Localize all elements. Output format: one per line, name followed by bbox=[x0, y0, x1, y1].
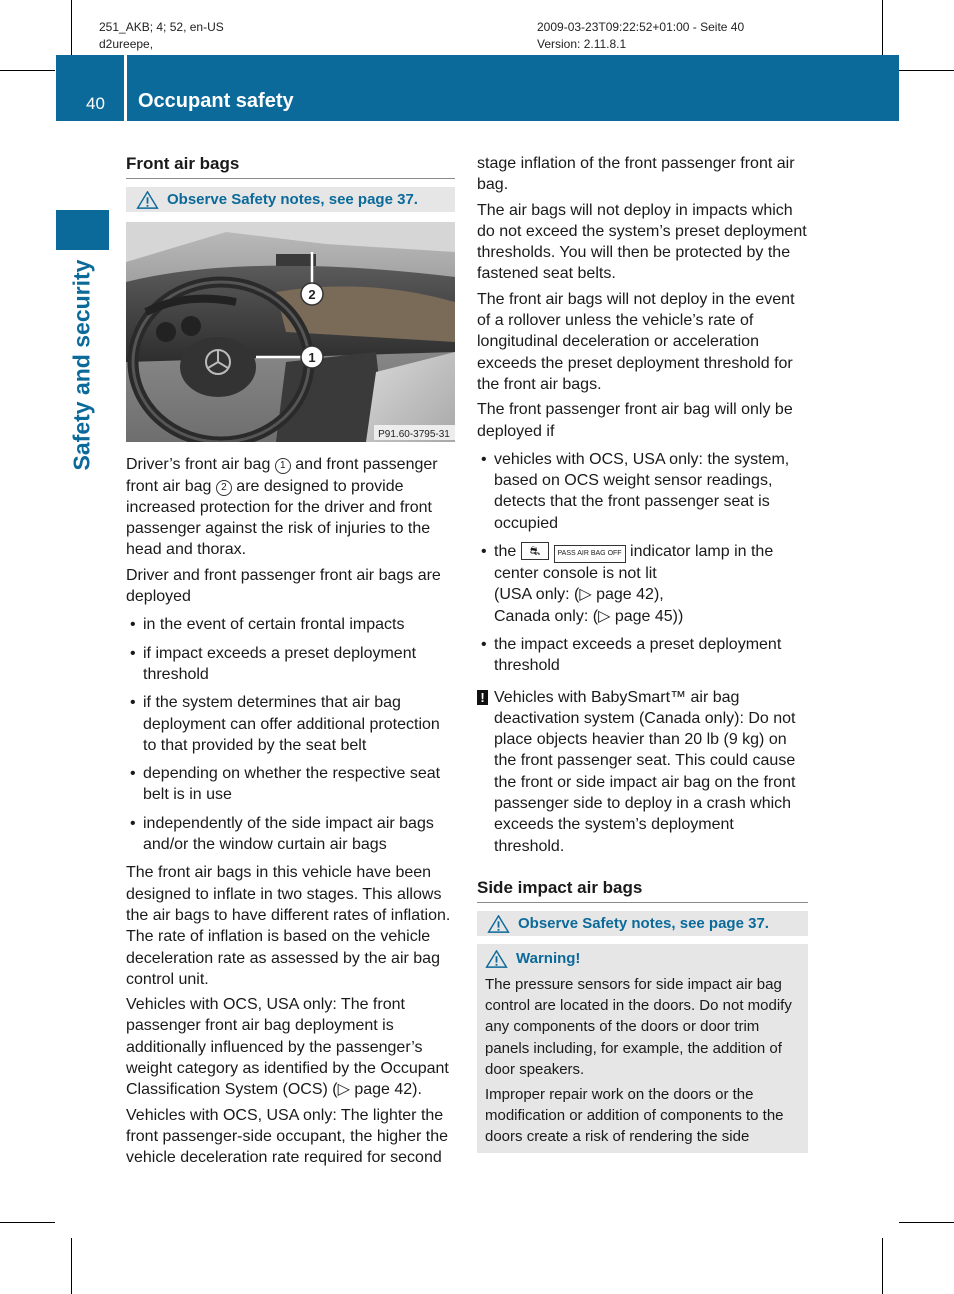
paragraph: The front air bags in this vehicle have been designed to inflate in two stages. This allows the air bags to have different rates of inflation. The rate of inflation is based on the vehicle deceleration rate as assessed by the air bag control unit. bbox=[126, 864, 451, 988]
crop-mark bbox=[882, 1238, 883, 1294]
meta-line: 2009-03-23T09:22:52+01:00 - Seite 40 bbox=[537, 20, 745, 34]
right-column bbox=[477, 153, 808, 1153]
seat-occupant-icon: ⛐ bbox=[521, 542, 549, 560]
dashboard-illustration bbox=[126, 222, 455, 442]
warning-paragraph: The pressure sensors for side impact air bag control are located in the doors. Do not modify any components of the doors or door trim panels including, for example, the addition of door speakers. bbox=[485, 975, 792, 1079]
paragraph: Driver and front passenger front air bags are deployed bbox=[126, 566, 441, 606]
list-item-text: depending on whether the respective seat belt is in use bbox=[143, 765, 441, 804]
meta-line: d2ureepe, bbox=[99, 37, 154, 51]
paragraph: stage inflation of the front passenger front air bag. bbox=[477, 155, 795, 194]
list-item-text: the impact exceeds a preset deployment threshold bbox=[494, 635, 782, 675]
warning-title bbox=[485, 948, 800, 969]
bullet-list bbox=[477, 449, 808, 677]
list-item: • if impact exceeds a preset deployment threshold bbox=[130, 644, 417, 683]
warning-box bbox=[477, 944, 808, 1153]
list-item-text: the bbox=[494, 543, 517, 561]
paragraph: The front air bags will not deploy in the event of a rollover unless the vehicle’s rate of longitudinal deceleration or acceleration exceeds the preset deployment threshold for the front air bags. bbox=[477, 290, 795, 393]
header-divider bbox=[124, 55, 127, 121]
list-item: • in the event of certain frontal impacts bbox=[130, 616, 405, 634]
list-item-text: if impact exceeds a preset deployment threshold bbox=[143, 644, 417, 683]
callout-1-symbol: 1 bbox=[275, 458, 291, 474]
marker-1-label: 1 bbox=[308, 350, 316, 366]
callout-2-symbol: 2 bbox=[216, 480, 232, 496]
meta-line: 251_AKB; 4; 52, en-US bbox=[99, 20, 224, 34]
crop-mark bbox=[882, 0, 883, 55]
list-item-text: indicator lamp in the center console is not lit bbox=[494, 543, 774, 583]
pass-air-bag-off-lamp-icon: PASS AIR BAG OFF bbox=[554, 545, 626, 563]
list-item-text: independently of the side impact air bags and/or the window curtain air bags bbox=[143, 814, 434, 854]
paragraph: Vehicles with OCS, USA only: The front passenger front air bag deployment is additionally influenced by the passenger’s weight category as identified by the Occupant Classification System (OCS) (▷ page 42). bbox=[126, 996, 449, 1099]
meta-line: Version: 2.11.8.1 bbox=[537, 37, 627, 51]
paragraph: Vehicles with OCS, USA only: The lighter the front passenger-side occupant, the higher the vehicle deceleration rate required for second bbox=[126, 1106, 448, 1167]
print-meta-left bbox=[99, 19, 224, 53]
crop-mark bbox=[0, 70, 55, 71]
list-item: • the ⛐ PASS AIR BAG OFF indicator lamp in the center console is not lit (USA only: (▷ page 42), Canada only: (▷ page 45)) bbox=[481, 543, 774, 625]
list-item: • depending on whether the respective seat belt is in use bbox=[130, 765, 441, 804]
page-number: 40 bbox=[86, 94, 105, 113]
cockpit-photo bbox=[126, 222, 455, 442]
paragraph-text: Driver’s front air bag bbox=[126, 456, 271, 474]
list-item-text: in the event of certain frontal impacts bbox=[143, 616, 405, 634]
heading-side-impact-air-bags: Side impact air bags bbox=[477, 877, 808, 903]
bullet-list bbox=[126, 614, 455, 855]
caution-note bbox=[477, 687, 808, 857]
caution-text: Vehicles with BabySmart™ air bag deactivation system (Canada only): Do not place objects heavier than 20 lb (9 kg) on the front passenger seat. This could cause the front or side impact air bag on the front passenger side to deploy in a crash which exceeds the system’s deployment threshold. bbox=[494, 688, 796, 855]
list-item: • independently of the side impact air bags and/or the window curtain air bags bbox=[130, 814, 434, 854]
warning-title-text: Warning! bbox=[516, 950, 581, 968]
list-item-text: vehicles with OCS, USA only: the system, based on OCS weight sensor readings, detects that the front passenger seat is occupied bbox=[494, 450, 790, 532]
list-item: • vehicles with OCS, USA only: the system, based on OCS weight sensor readings, detects that the front passenger seat is occupied bbox=[481, 450, 790, 532]
photo-reference-code: P91.60-3795-31 bbox=[378, 429, 450, 441]
side-tab-marker bbox=[56, 210, 109, 250]
section-title: Occupant safety bbox=[138, 90, 294, 112]
safety-note-text: Observe Safety notes, see page 37. bbox=[518, 915, 769, 933]
heading-front-air-bags: Front air bags bbox=[126, 153, 455, 179]
paragraph-text: are designed to provide increased protection for the driver and front passenger against the risk of injuries to the head and thorax. bbox=[126, 477, 432, 559]
safety-note-bar bbox=[126, 187, 455, 212]
warning-triangle-icon bbox=[487, 915, 510, 933]
left-column bbox=[126, 153, 455, 1173]
list-item: • the impact exceeds a preset deployment threshold bbox=[481, 635, 782, 675]
list-item-text: if the system determines that air bag deployment can offer additional protection to that provided by the seat belt bbox=[143, 694, 440, 754]
list-item-text: Canada only: (▷ page 45)) bbox=[494, 607, 684, 625]
print-meta-right bbox=[537, 19, 744, 53]
crop-mark bbox=[0, 1222, 55, 1223]
warning-paragraph: Improper repair work on the doors or the modification or addition of components to the doors create a risk of rendering the side bbox=[485, 1085, 784, 1146]
crop-mark bbox=[899, 70, 954, 71]
crop-mark bbox=[71, 1238, 72, 1294]
safety-note-text: Observe Safety notes, see page 37. bbox=[167, 191, 418, 209]
warning-triangle-icon bbox=[136, 191, 159, 209]
safety-note-bar bbox=[477, 911, 808, 936]
paragraph: The air bags will not deploy in impacts which do not exceed the system’s preset deployment thresholds. You will then be protected by the fastened seat belts. bbox=[477, 201, 807, 283]
crop-mark bbox=[71, 0, 72, 55]
paragraph-text: and front passenger front air bag bbox=[126, 456, 438, 495]
list-item: • if the system determines that air bag deployment can offer additional protection to that provided by the seat belt bbox=[130, 694, 440, 754]
paragraph: The front passenger front air bag will only be deployed if bbox=[477, 401, 793, 440]
paragraph bbox=[126, 454, 455, 560]
side-tab-label: Safety and security bbox=[68, 259, 95, 471]
warning-triangle-icon bbox=[485, 950, 508, 968]
crop-mark bbox=[899, 1222, 954, 1223]
exclamation-icon: ! bbox=[477, 690, 488, 705]
marker-2-label: 2 bbox=[308, 287, 316, 303]
list-item-text: (USA only: (▷ page 42), bbox=[494, 586, 664, 604]
